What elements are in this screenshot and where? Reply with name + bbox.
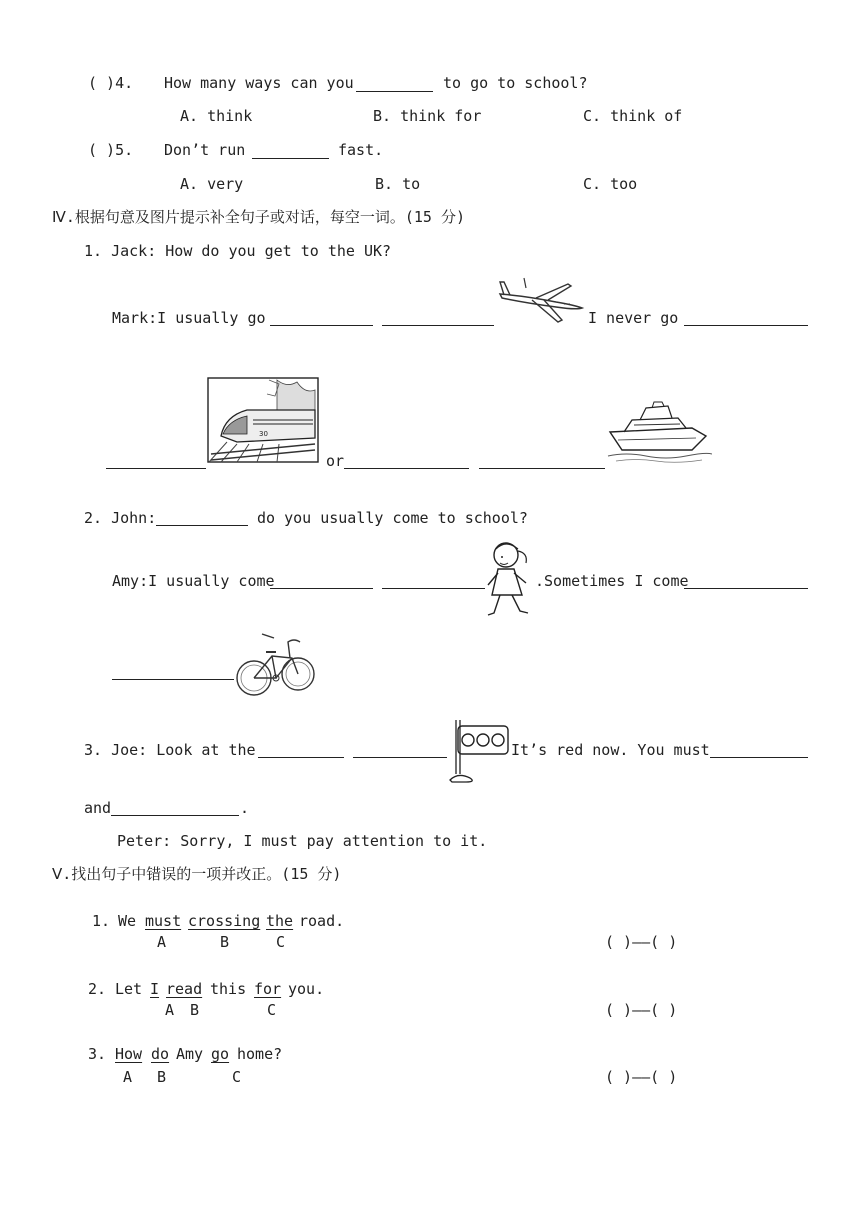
q4-paren: ( )4. [88,74,134,92]
s2-option-b-word: read [166,980,203,998]
s2-letter-a: A [165,1001,175,1019]
item2-blank-3[interactable] [382,588,485,589]
item2-sometimes: .Sometimes I come [535,572,689,590]
item1-blank-4[interactable] [106,468,206,469]
q5-option-a: A. very [180,175,244,193]
item1-blank-2[interactable] [382,325,494,326]
s3-option-b-word: do [151,1045,170,1063]
s2-number: 2. [88,980,107,998]
item2-john-end: do you usually come to school? [257,509,528,527]
item2-blank-4[interactable] [684,588,808,589]
svg-text:30: 30 [259,430,268,438]
item1-blank-6[interactable] [479,468,605,469]
s2-letter-c: C [267,1001,277,1019]
item2-amy-start: Amy:I usually come [112,572,275,590]
s3-option-a-word: How [115,1045,143,1063]
q4-option-b: B. think for [373,107,482,125]
item1-blank-3[interactable] [684,325,808,326]
q5-text-before: Don’t run [164,141,246,159]
section4-heading: Ⅳ.根据句意及图片提示补全句子或对话，每空一词。(15 分) [52,208,466,226]
section5-heading: Ⅴ.找出句子中错误的一项并改正。(15 分) [52,865,342,883]
bicycle-picture [234,630,318,702]
s1-letter-c: C [276,933,286,951]
s3-word: Amy [176,1045,204,1063]
s3-number: 3. [88,1045,107,1063]
item3-and: and [84,799,112,817]
s1-answer-slot[interactable]: ( )——( ) [605,933,678,951]
item1-jack-line: 1. Jack: How do you get to the UK? [84,242,392,260]
s2-letter-b: B [190,1001,200,1019]
q5-option-b: B. to [375,175,421,193]
traffic-light-picture [448,716,510,784]
item3-blank-2[interactable] [353,757,447,758]
s1-option-b-word: crossing [188,912,261,930]
q5-blank[interactable] [252,158,329,159]
s3-answer-slot[interactable]: ( )——( ) [605,1068,678,1086]
item1-never-go: I never go [588,309,679,327]
item2-blank-2[interactable] [270,588,373,589]
ship-picture [606,398,712,464]
s1-word: road. [299,912,345,930]
s2-word: this [210,980,247,998]
item1-blank-5[interactable] [344,468,469,469]
item1-blank-1[interactable] [270,325,373,326]
item2-blank-5[interactable] [112,679,234,680]
item1-or: or [326,452,345,470]
s1-letter-b: B [220,933,230,951]
item2-john-start: 2. John: [84,509,157,527]
item3-blank-4[interactable] [111,815,239,816]
item3-peter-line: Peter: Sorry, I must pay attention to it. [117,832,488,850]
item1-mark-start: Mark:I usually go [112,309,266,327]
q5-option-c: C. too [583,175,638,193]
s1-number: 1. [92,912,111,930]
q4-option-a: A. think [180,107,253,125]
q4-option-c: C. think of [583,107,683,125]
q5-text-after: fast. [338,141,384,159]
item3-blank-3[interactable] [710,757,808,758]
q4-text-after: to go to school? [443,74,588,92]
walking-girl-picture [484,539,536,621]
item3-joe-mid: It’s red now. You must [511,741,710,759]
item3-period: . [240,799,250,817]
s3-word: home? [237,1045,283,1063]
s2-option-c-word: for [254,980,282,998]
q4-text-before: How many ways can you [164,74,354,92]
item3-joe-start: 3. Joe: Look at the [84,741,256,759]
airplane-picture [496,276,588,326]
s1-letter-a: A [157,933,167,951]
s2-word: you. [288,980,325,998]
s3-letter-b: B [157,1068,167,1086]
s1-option-c-word: the [266,912,294,930]
s1-word: We [118,912,137,930]
s3-letter-c: C [232,1068,242,1086]
q4-blank[interactable] [356,91,433,92]
s3-option-c-word: go [211,1045,230,1063]
train-picture [207,376,319,464]
item2-blank-1[interactable] [156,525,248,526]
s3-letter-a: A [123,1068,133,1086]
s2-word: Let [115,980,143,998]
s2-answer-slot[interactable]: ( )——( ) [605,1001,678,1019]
q5-paren: ( )5. [88,141,134,159]
s1-option-a-word: must [145,912,182,930]
s2-option-a-word: I [150,980,160,998]
item3-blank-1[interactable] [258,757,344,758]
